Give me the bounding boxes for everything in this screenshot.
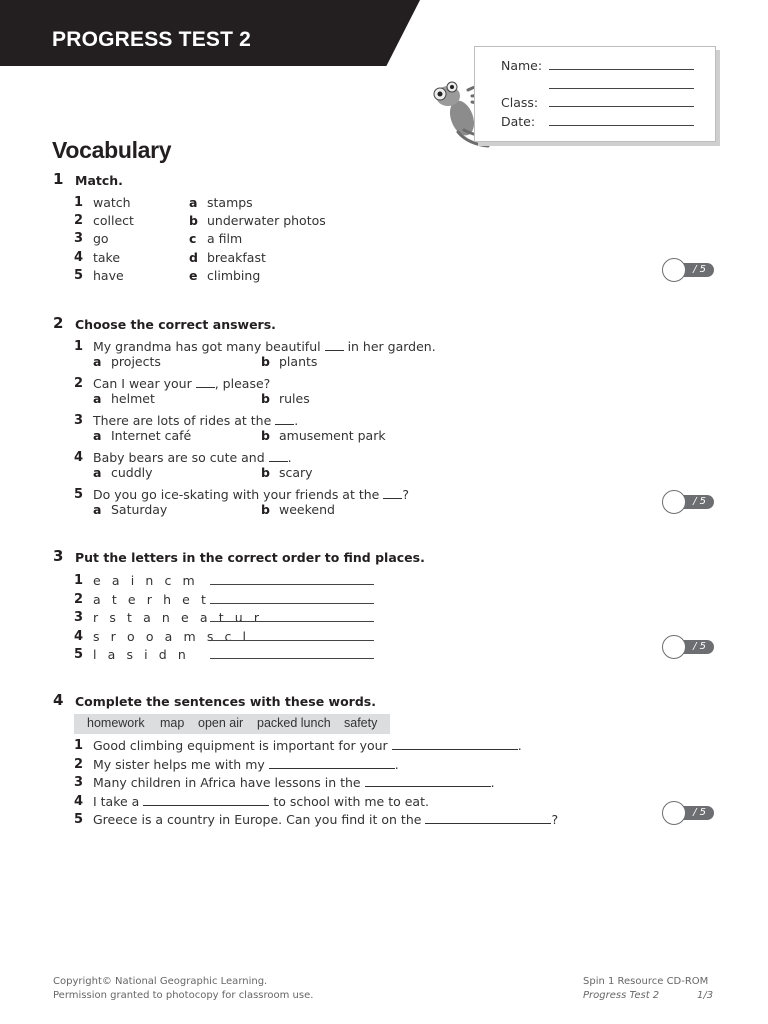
option-letter: e	[189, 268, 198, 283]
sentence-before: I take a	[93, 794, 140, 809]
option-b[interactable]: weekend	[279, 502, 335, 517]
option-a[interactable]: helmet	[111, 391, 155, 406]
answer-line[interactable]	[210, 658, 374, 659]
item-number: 3	[74, 775, 84, 790]
option-b[interactable]: rules	[279, 391, 310, 406]
word-option: map	[160, 716, 185, 730]
option-text: underwater photos	[207, 213, 326, 228]
student-info-card	[474, 46, 716, 142]
footer-permission: Permission granted to photocopy for classroom use.	[53, 990, 314, 1001]
question-after: in her garden.	[347, 339, 436, 354]
question-text	[93, 487, 409, 502]
sentence-after: to school with me to eat.	[273, 794, 429, 809]
question-item	[74, 487, 474, 521]
item-number: 2	[74, 757, 84, 772]
answer-gap	[275, 414, 294, 425]
item-number: 4	[74, 794, 84, 809]
sentence-after: .	[490, 775, 495, 790]
class-field[interactable]	[549, 106, 694, 107]
score-circle[interactable]	[662, 490, 686, 514]
exercise-instruction: Complete the sentences with these words.	[75, 694, 376, 709]
exercise-number: 2	[53, 314, 64, 332]
answer-line[interactable]	[210, 584, 374, 585]
name-field-line-2[interactable]	[549, 88, 694, 89]
sentence-after: ?	[551, 812, 559, 827]
item-number: 2	[74, 376, 84, 391]
item-text: collect	[93, 213, 134, 228]
sentence-after: .	[394, 757, 399, 772]
item-number: 5	[74, 812, 84, 827]
exercise-number: 3	[53, 547, 64, 565]
score-circle[interactable]	[662, 258, 686, 282]
score-badge	[662, 801, 714, 825]
item-number: 5	[74, 487, 84, 502]
option-a[interactable]: Saturday	[111, 502, 168, 517]
item-number: 1	[74, 339, 84, 354]
name-field[interactable]	[549, 69, 694, 70]
item-number: 1	[74, 738, 84, 753]
item-number: 4	[74, 450, 84, 465]
item-number: 1	[74, 195, 84, 210]
scrambled-letters: a t e r h e t	[93, 592, 210, 607]
question-item	[74, 450, 474, 484]
answer-gap	[269, 451, 288, 462]
footer-test-name: Progress Test 2	[583, 990, 660, 1001]
scrambled-letters: r s t a n e a t u r	[93, 610, 263, 625]
item-text: go	[93, 231, 109, 246]
question-item	[74, 339, 474, 373]
question-item	[74, 413, 474, 447]
option-a[interactable]: cuddly	[111, 465, 153, 480]
scrambled-letters: s r o o a m s c l	[93, 629, 250, 644]
item-text: have	[93, 268, 124, 283]
section-title: Vocabulary	[52, 137, 172, 163]
item-number: 3	[74, 413, 84, 428]
option-text: stamps	[207, 195, 253, 210]
option-a-letter: a	[93, 391, 102, 406]
option-text: a film	[207, 231, 243, 246]
question-text	[93, 376, 270, 391]
question-before: There are lots of rides at the	[93, 413, 272, 428]
class-label: Class:	[501, 95, 539, 110]
item-number: 3	[74, 610, 84, 625]
exercise-instruction: Match.	[75, 173, 123, 188]
option-b-letter: b	[261, 354, 270, 369]
date-label: Date:	[501, 114, 536, 129]
word-option: safety	[344, 716, 378, 730]
answer-gap	[325, 340, 344, 351]
score-text: / 5	[693, 641, 706, 652]
question-before: Baby bears are so cute and	[93, 450, 265, 465]
answer-gap	[383, 488, 402, 499]
item-number: 5	[74, 268, 84, 283]
option-a-letter: a	[93, 502, 102, 517]
answer-line[interactable]	[143, 795, 269, 806]
date-field[interactable]	[549, 125, 694, 126]
question-before: Can I wear your	[93, 376, 192, 391]
score-badge	[662, 258, 714, 282]
option-a-letter: a	[93, 428, 102, 443]
item-number: 2	[74, 213, 84, 228]
question-text	[93, 450, 292, 465]
word-option: homework	[87, 716, 145, 730]
answer-gap	[196, 377, 215, 388]
option-b[interactable]: plants	[279, 354, 318, 369]
question-before: Do you go ice-skating with your friends at the	[93, 487, 380, 502]
option-b-letter: b	[261, 428, 270, 443]
score-text: / 5	[693, 264, 706, 275]
answer-line[interactable]	[365, 776, 491, 787]
option-a-letter: a	[93, 465, 102, 480]
sentence-before: Good climbing equipment is important for your	[93, 738, 388, 753]
option-b[interactable]: scary	[279, 465, 313, 480]
footer-product: Spin 1 Resource CD-ROM	[583, 976, 709, 987]
sentence-before: Greece is a country in Europe. Can you find it on the	[93, 812, 422, 827]
word-box	[74, 714, 390, 734]
score-badge	[662, 635, 714, 659]
answer-line[interactable]	[210, 640, 374, 641]
score-circle[interactable]	[662, 801, 686, 825]
option-a-letter: a	[93, 354, 102, 369]
option-text: climbing	[207, 268, 261, 283]
word-option: packed lunch	[257, 716, 331, 730]
option-letter: d	[189, 250, 198, 265]
scrambled-letters: e a i n c m	[93, 573, 199, 588]
option-b-letter: b	[261, 391, 270, 406]
item-number: 5	[74, 647, 84, 662]
exercise-instruction: Choose the correct answers.	[75, 317, 276, 332]
footer-page-number: 1/3	[697, 990, 714, 1001]
item-number: 2	[74, 592, 84, 607]
exercise-number: 1	[53, 170, 64, 188]
sentence-before: My sister helps me with my	[93, 757, 265, 772]
question-item	[74, 376, 474, 410]
answer-line[interactable]	[425, 813, 551, 824]
question-before: My grandma has got many beautiful	[93, 339, 321, 354]
scrambled-letters: l a s i d n	[93, 647, 190, 662]
answer-line[interactable]	[210, 603, 374, 604]
option-letter: c	[189, 231, 197, 246]
option-b-letter: b	[261, 465, 270, 480]
item-text: take	[93, 250, 121, 265]
item-number: 4	[74, 629, 84, 644]
score-badge	[662, 490, 714, 514]
item-number: 3	[74, 231, 84, 246]
exercise-instruction: Put the letters in the correct order to find places.	[75, 550, 425, 565]
item-text: watch	[93, 195, 131, 210]
option-a[interactable]: Internet café	[111, 428, 192, 443]
footer-copyright: Copyright© National Geographic Learning.	[53, 976, 268, 987]
item-number: 4	[74, 250, 84, 265]
score-circle[interactable]	[662, 635, 686, 659]
item-number: 1	[74, 573, 84, 588]
option-letter: a	[189, 195, 198, 210]
option-letter: b	[189, 213, 198, 228]
option-b[interactable]: amusement park	[279, 428, 386, 443]
answer-line[interactable]	[269, 758, 395, 769]
question-after: , please?	[214, 376, 271, 391]
question-after: .	[287, 450, 292, 465]
question-text	[93, 339, 436, 354]
score-text: / 5	[693, 807, 706, 818]
score-text: / 5	[693, 496, 706, 507]
sentence-after: .	[517, 738, 522, 753]
option-a[interactable]: projects	[111, 354, 161, 369]
option-text: breakfast	[207, 250, 266, 265]
answer-line[interactable]	[392, 739, 518, 750]
question-after: .	[294, 413, 299, 428]
answer-line[interactable]	[210, 621, 374, 622]
page-title: PROGRESS TEST 2	[52, 28, 252, 51]
sentence-before: Many children in Africa have lessons in the	[93, 775, 361, 790]
exercise-number: 4	[53, 691, 64, 709]
option-b-letter: b	[261, 502, 270, 517]
name-label: Name:	[501, 58, 543, 73]
question-text	[93, 413, 298, 428]
question-after: ?	[402, 487, 409, 502]
word-option: open air	[198, 716, 244, 730]
